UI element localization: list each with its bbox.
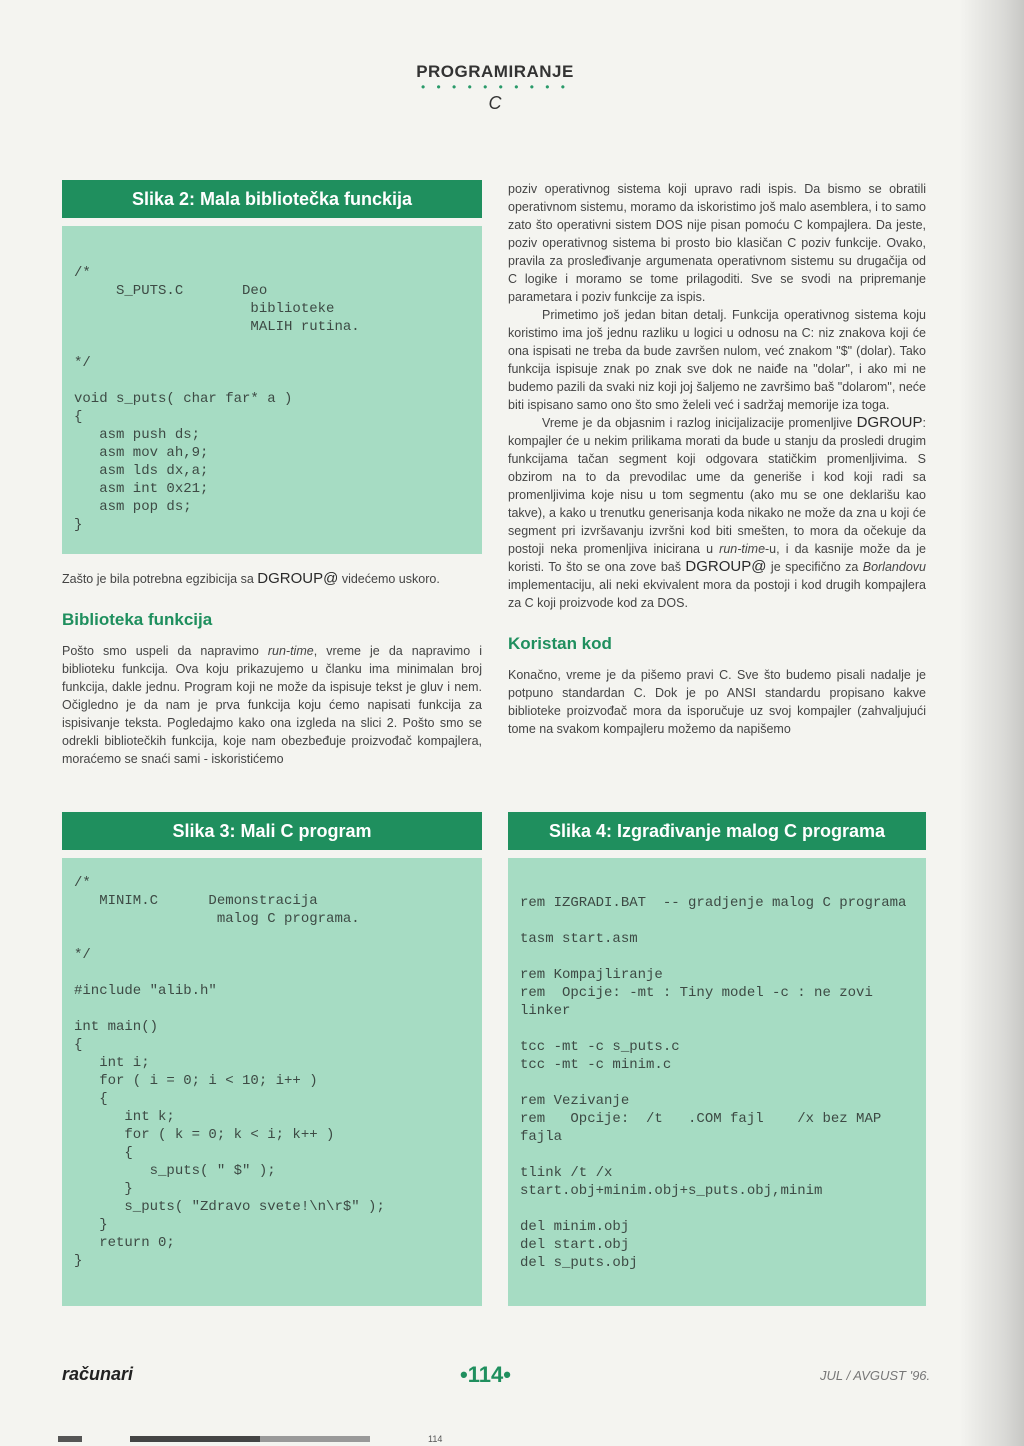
print-mark: [58, 1436, 82, 1442]
figure-2: [62, 180, 482, 554]
right-paragraph-4: Konačno, vreme je da pišemo pravi C. Sve što budemo pisali nadalje je potpuno standardan C. Dok je po ANSI standardu propisano kakve biblioteke proizvođač mora da isporučuje uz svoj kompajler (zahvaljujući tome na svakom kompajleru možemo da napišemo: [508, 668, 926, 736]
figure-3-title: Slika 3: Mali C program: [62, 812, 482, 850]
figure-4: [508, 812, 926, 1306]
keyword-dgroup: DGROUP@: [257, 570, 339, 587]
heading-biblioteka: Biblioteka funkcija: [62, 610, 213, 629]
keyword-dgroup-at: DGROUP@: [685, 558, 767, 575]
figure-2-code: /* S_PUTS.C Deo biblioteke MALIH rutina. */ void s_puts( char far* a ) { asm push ds; asm mov ah,9; asm lds dx,a; asm int 0x21; asm pop ds; }: [74, 265, 360, 533]
figure-4-title: Slika 4: Izgrađivanje malog C programa: [508, 812, 926, 850]
figure-4-code: rem IZGRADI.BAT -- gradjenje malog C programa tasm start.asm rem Kompajliranje rem Opcije: -mt : Tiny model -c : ne zovi linker tcc -mt -c s_puts.c tcc -mt -c minim.c rem Vezivanje rem Opcije: /t .COM fajl /x bez MAP fajla tlink /t /x start.obj+minim.obj+s_puts.obj,minim del minim.obj del start.obj del s_puts.obj: [520, 895, 907, 1271]
text-span: : kompajler će u nekim prilikama morati da bude u stanju da prosledi drugim funkcijama tačan segment koji odgovara statičkim promenljivima. S obzirom na to da prevodilac ume da generiše i kod koji radi sa promenljivima koje nisu u tom segmentu (ako mu se one deklarišu kao takve), a kako u trenutku generisanja koda nikako ne može da zna u koji će segment pri izvršavanju izvršni kod biti smešten, to mora da očekuje da postoji neka promenljiva inicirana u: [508, 416, 926, 556]
magazine-name: računari: [62, 1364, 134, 1384]
left-column: [62, 570, 482, 768]
text-span: Pošto smo uspeli da napravimo: [62, 644, 268, 658]
figure-3-code-box: [62, 858, 482, 1306]
print-mark: [260, 1436, 370, 1442]
text-span: Zašto je bila potrebna egzibicija sa: [62, 572, 254, 586]
keyword-dgroup: DGROUP: [856, 414, 923, 431]
issue-date: JUL / AVGUST '96.: [820, 1368, 931, 1383]
subsection-title: C: [488, 93, 502, 113]
figure-4-code-box: [508, 858, 926, 1306]
page-number: •114•: [460, 1362, 511, 1387]
bottom-page-number: 114: [428, 1434, 443, 1444]
text-span: Vreme je da objasnim i razlog inicijalizacije promenljive: [542, 416, 857, 430]
text-span: je specifično za: [766, 560, 863, 574]
print-mark: [130, 1436, 260, 1442]
header-dots: • • • • • • • • • •: [420, 80, 570, 94]
emphasis: Borlandovu: [862, 560, 926, 574]
emphasis: run-time: [719, 542, 766, 556]
section-title: PROGRAMIRANJE: [416, 62, 574, 81]
right-paragraph-3: [508, 414, 926, 612]
page-header: [380, 62, 610, 114]
figure-3: [62, 812, 482, 1306]
heading-koristan-kod: Koristan kod: [508, 634, 612, 653]
right-paragraph-2: Primetimo još jedan bitan detalj. Funkcija operativnog sistema koju koristimo ima još jednu razliku u logici u odnosu na C: niz znakova koji će ona ispisati ne treba da bude završen nulom, već znakom "$" (dolar). Tako funkcija ispisuje znak po znak sve dok ne naiđe na "dolar", i ako mi ne budemo pazili da svaki niz koji joj šaljemo ne završimo baš "dolarom", neće biti ispisano samo ono što smo želeli već i sadržaj memorije iza toga.: [508, 308, 926, 412]
page-edge-shadow: [960, 0, 1024, 1446]
left-paragraph-1: [62, 570, 482, 588]
emphasis: run-time: [267, 644, 314, 658]
text-span: implementaciju, ali neki ekvivalent mora da postoji i kod drugih kompajlera za C koji proizvode kod za DOS.: [508, 578, 926, 610]
text-span: videćemo uskoro.: [341, 572, 440, 586]
text-span: , vreme je da napravimo i biblioteku funkcija. Ova koju prikazujemo u članku ima minimalan broj funkcija, dakle jednu. Program koji ne može da ispisuje tekst je gluv i nem. Očigledno je da nam je prva funkcija koju ćemo napisati funkcija za ispisivanje teksta. Pogledajmo kako ona izgleda na slici 2. Pošto smo se odrekli bibliotečkih funkcija, koje nam obezbeđuje proizvođač kompajlera, moraćemo se snaći sami - iskoristićemo: [62, 644, 482, 766]
figure-2-title: Slika 2: Mala bibliotečka funckija: [62, 180, 482, 218]
left-paragraph-2: [62, 642, 482, 768]
text-span: -u, i da kasnije može da je koristi. To što se ona zove baš: [508, 542, 926, 574]
right-paragraph-1: poziv operativnog sistema koji upravo radi ispis. Da bismo se obratili operativnom sistemu, moramo da iskoristimo još malo asemblera, i to samo zato što operativni sistem DOS nije pisan pomoću C kompajlera. Da jeste, poziv operativnog sistema bi prosto bio klasičan C poziv funkcije. Ovako, pravila za prosleđivanje argumenata operativnom sistemu su drugačija od C logike i moramo se tome prilagoditi. Sve se svodi na pripremanje parametara i poziv funkcije za ispis.: [508, 182, 926, 304]
figure-2-code-box: [62, 226, 482, 554]
figure-3-code: /* MINIM.C Demonstracija malog C programa. */ #include "alib.h" int main() { int i; for ( i = 0; i < 10; i++ ) { int k; for ( k = 0; k < i; k++ ) { s_puts( " $" ); } s_puts( "Zdravo svete!\n\r$" ); } return 0; }: [74, 875, 385, 1269]
right-column: [508, 180, 926, 738]
